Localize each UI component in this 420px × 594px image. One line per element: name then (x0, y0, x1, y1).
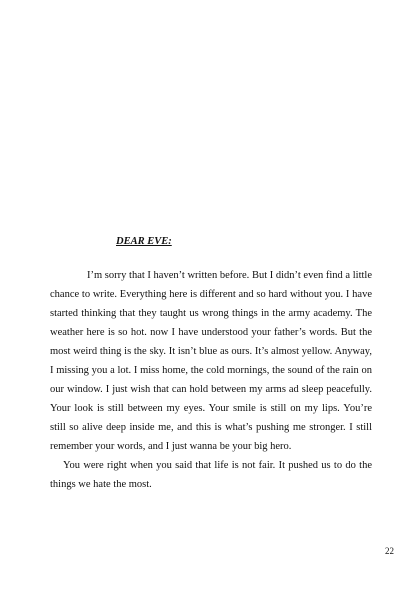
letter-body (50, 266, 372, 494)
salutation-text: DEAR EVE: (116, 236, 172, 247)
page-number: 22 (385, 546, 394, 556)
letter-paragraph: I’m sorry that I haven’t written before. But I didn’t even find a little chance to write. Everything here is different and so hard without you. I have started thinking that they taught us wrong things in the army academy. The weather here is so hot. now I have understood your father’s words. But the most weird thing is the sky. It isn’t blue as ours. It’s almost yellow. Anyway, I missing you a lot. I miss home, the cold mornings, the sound of the rain on our window. I just wish that can hold between my arms ad sleep peacefully. Your look is still between my eyes. Your smile is still on my lips. You’re still so alive deep inside me, and this is what’s pushing me stronger. I still remember your words, and I just wanna be your big hero. (50, 270, 372, 452)
letter-paragraph: You were right when you said that life is not fair. It pushed us to do the things we hate the most. (50, 460, 372, 490)
salutation-blank-underline (50, 235, 116, 249)
letter-salutation (50, 235, 172, 249)
